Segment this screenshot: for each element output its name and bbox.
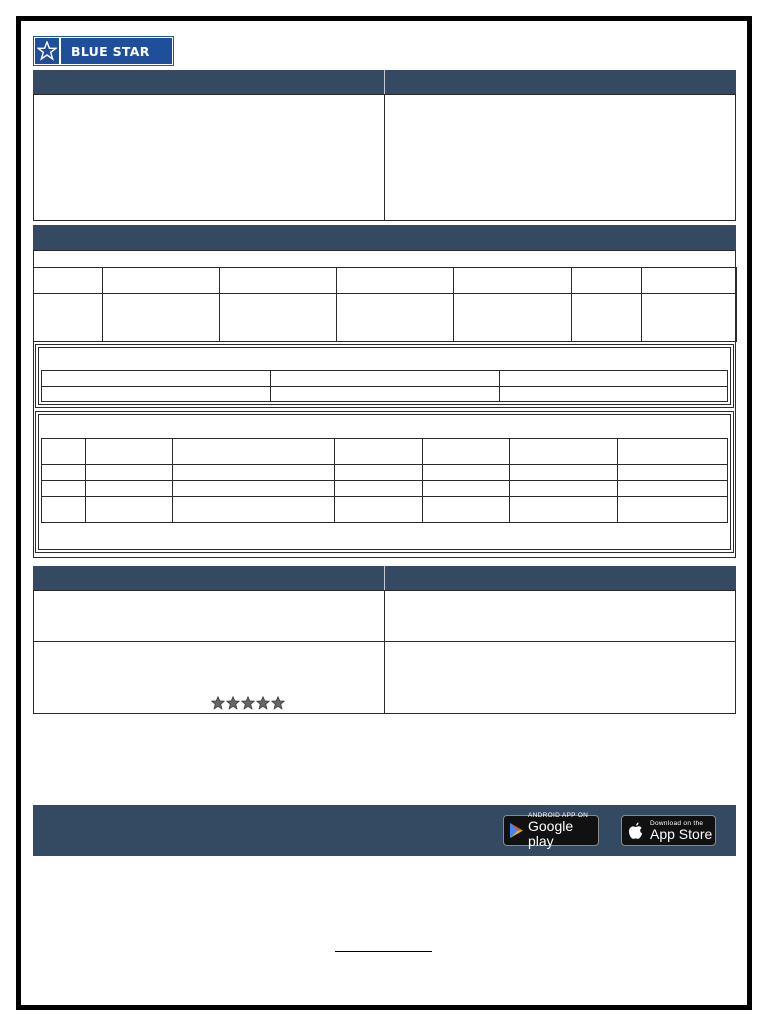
brand-name: BLUE STAR xyxy=(71,43,150,59)
rating-star-icon xyxy=(211,696,225,710)
brand-logo xyxy=(33,36,174,66)
rating-star-icon xyxy=(256,696,270,710)
google-play-main-text: Google play xyxy=(528,818,574,849)
rating-star-icon xyxy=(241,696,255,710)
play-triangle-icon xyxy=(509,822,524,839)
rating-star-icon xyxy=(271,696,285,710)
google-play-top-text: ANDROID APP ON xyxy=(528,812,589,819)
table-row xyxy=(34,268,737,294)
rating-stars xyxy=(211,696,285,710)
table-row xyxy=(42,465,728,481)
signature-line xyxy=(335,951,432,952)
google-play-badge[interactable] xyxy=(503,812,599,849)
table-row xyxy=(42,371,728,387)
info-table xyxy=(41,370,728,402)
table-row xyxy=(42,387,728,402)
parts-table xyxy=(41,438,728,523)
app-store-main-text: App Store xyxy=(650,825,713,842)
table-row xyxy=(42,439,728,465)
apple-icon xyxy=(628,822,643,840)
table-row xyxy=(34,294,737,342)
app-store-top-text: Download on the xyxy=(650,819,704,827)
product-table xyxy=(33,267,737,342)
rating-star-icon xyxy=(226,696,240,710)
star-icon xyxy=(35,38,61,64)
table-row xyxy=(42,497,728,523)
table-row xyxy=(42,481,728,497)
section-header-bar xyxy=(33,225,736,250)
app-store-badge[interactable] xyxy=(621,815,716,846)
